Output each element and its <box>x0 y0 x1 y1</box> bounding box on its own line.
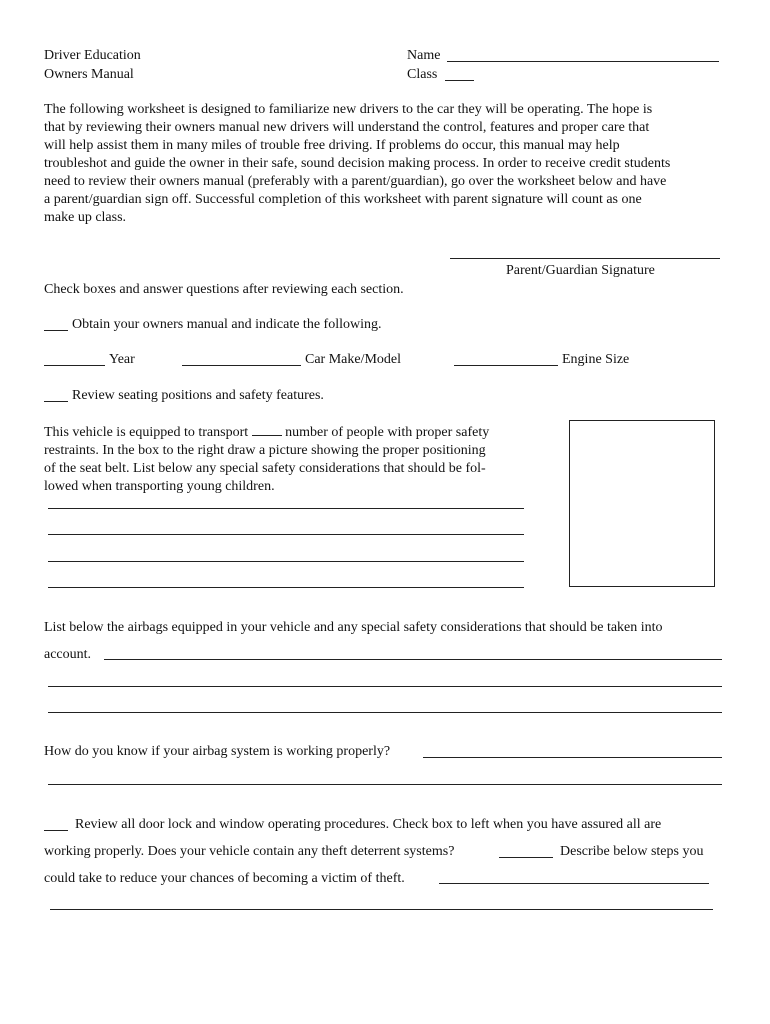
manual-check-text: Obtain your owners manual and indicate the following. <box>72 317 382 332</box>
intro-line: make up class. <box>44 210 127 225</box>
answer-line[interactable] <box>48 784 722 785</box>
class-label: Class <box>407 67 438 82</box>
intro-line: a parent/guardian sign off. Successful completion of this worksheet with parent signature will count as one <box>44 192 642 207</box>
check-seating[interactable] <box>44 401 68 402</box>
seating-check-text: Review seating positions and safety features. <box>72 388 324 403</box>
seating-line: of the seat belt. List below any special safety considerations that should be fol- <box>44 461 486 476</box>
engine-size-label: Engine Size <box>562 352 630 367</box>
transport-text-pre: This vehicle is equipped to transport <box>44 425 249 440</box>
seating-line: lowed when transporting young children. <box>44 479 275 494</box>
year-label: Year <box>109 352 135 367</box>
make-model-field[interactable] <box>182 365 301 366</box>
theft-system-field[interactable] <box>499 857 553 858</box>
intro-line: that by reviewing their owners manual new drivers will understand the control, features and proper care that <box>44 120 650 135</box>
instructions: Check boxes and answer questions after reviewing each section. <box>44 282 404 297</box>
answer-line[interactable] <box>439 883 709 884</box>
signature-line[interactable] <box>450 258 720 259</box>
year-field[interactable] <box>44 365 105 366</box>
course-subtitle: Owners Manual <box>44 67 134 82</box>
make-model-label: Car Make/Model <box>305 352 402 367</box>
intro-line: need to review their owners manual (preferably with a parent/guardian), go over the worksheet below and have <box>44 174 667 189</box>
locks-text: Review all door lock and window operating procedures. Check box to left when you have assured all are <box>75 817 662 832</box>
class-field[interactable] <box>445 80 474 81</box>
airbag-question: How do you know if your airbag system is working properly? <box>44 744 391 759</box>
signature-label: Parent/Guardian Signature <box>506 263 655 278</box>
intro-line: The following worksheet is designed to familiarize new drivers to the car they will be operating. The hope is <box>44 102 653 117</box>
seatbelt-drawing-box[interactable] <box>569 420 715 587</box>
answer-line[interactable] <box>48 534 524 535</box>
locks-text-4: could take to reduce your chances of becoming a victim of theft. <box>44 871 405 886</box>
answer-line[interactable] <box>104 659 722 660</box>
airbags-text-2: account. <box>44 647 92 662</box>
answer-line[interactable] <box>48 561 524 562</box>
passenger-count-field[interactable] <box>252 423 282 436</box>
intro-line: troubleshot and guide the owner in their safe, sound decision making process. In order to receive credit students <box>44 156 671 171</box>
answer-line[interactable] <box>423 757 722 758</box>
locks-text-3: Describe below steps you <box>560 844 704 859</box>
transport-text-post: number of people with proper safety <box>285 425 490 440</box>
airbags-text: List below the airbags equipped in your vehicle and any special safety considerations that should be taken into <box>44 620 663 635</box>
answer-line[interactable] <box>48 686 722 687</box>
seating-paragraph <box>44 423 489 496</box>
engine-size-field[interactable] <box>454 365 558 366</box>
intro-paragraph <box>44 101 670 227</box>
answer-line[interactable] <box>48 712 722 713</box>
answer-line[interactable] <box>48 508 524 509</box>
answer-line[interactable] <box>50 909 713 910</box>
seating-line: restraints. In the box to the right draw a picture showing the proper positioning <box>44 443 486 458</box>
check-manual[interactable] <box>44 330 68 331</box>
course-title: Driver Education <box>44 48 141 63</box>
locks-text-2: working properly. Does your vehicle contain any theft deterrent systems? <box>44 844 455 859</box>
intro-line: will help assist them in many miles of trouble free driving. If problems do occur, this manual may help <box>44 138 620 153</box>
name-field[interactable] <box>447 61 719 62</box>
answer-line[interactable] <box>48 587 524 588</box>
name-label: Name <box>407 48 441 63</box>
check-locks[interactable] <box>44 830 68 831</box>
